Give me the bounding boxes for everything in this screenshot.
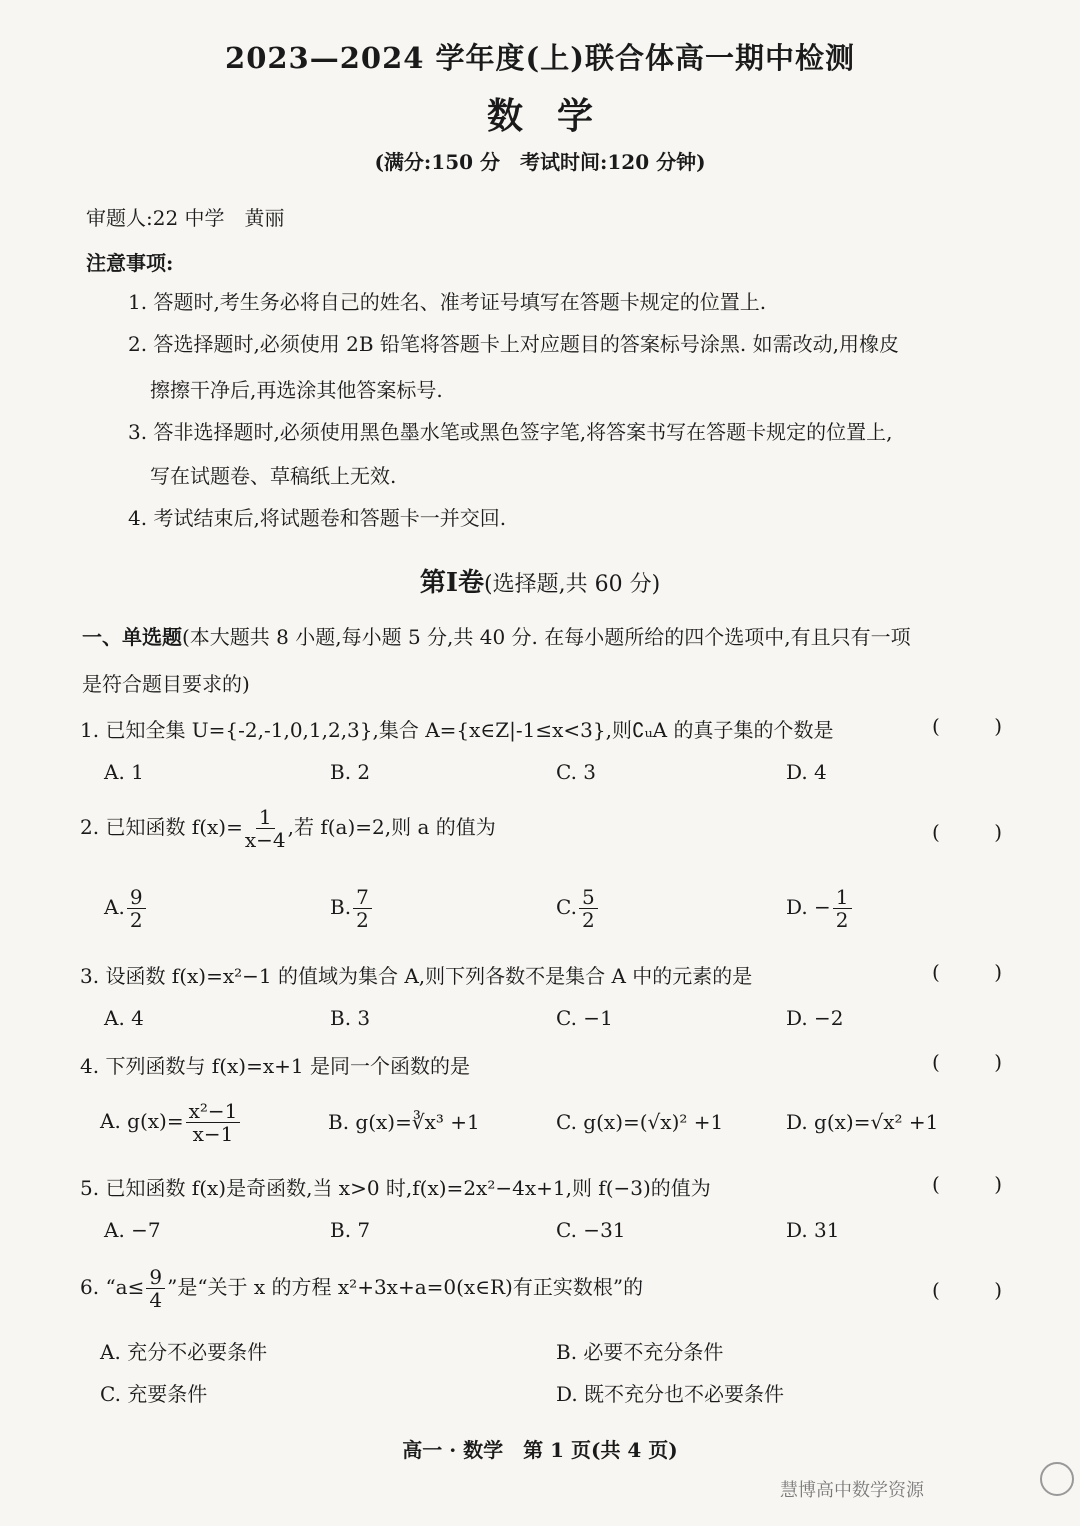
paren-left: (	[932, 820, 940, 844]
question-6-stem-a: 6. “a≤	[80, 1275, 145, 1299]
question-5-option-b: B. 7	[330, 1218, 371, 1242]
paren-right: )	[994, 1172, 1002, 1196]
part-desc: (本大题共 8 小题,每小题 5 分,共 40 分. 在每小题所给的四个选项中,有且只有一项	[182, 625, 911, 649]
notice-heading: 注意事项:	[86, 251, 174, 275]
fraction-den: x−1	[192, 1122, 234, 1146]
subject-title: 数学	[486, 95, 627, 137]
fraction	[353, 886, 372, 931]
question-4-answer-paren	[932, 1050, 1002, 1074]
fraction-den: 2	[835, 908, 849, 932]
question-6-option-a: A. 充分不必要条件	[100, 1340, 268, 1364]
fraction-den: 4	[149, 1288, 163, 1312]
fraction-num: 5	[579, 886, 598, 909]
question-1-option-c: C. 3	[556, 760, 597, 784]
section-title-sub: (选择题,共 60 分)	[484, 572, 661, 597]
question-6-stem-b: ”是“关于 x 的方程 x²+3x+a=0(x∈R)有正实数根”的	[167, 1275, 644, 1299]
question-3-answer-paren	[932, 960, 1002, 984]
question-2-option-b	[330, 886, 374, 931]
fraction-den: 2	[581, 908, 595, 932]
fraction-den: 2	[129, 908, 143, 932]
paren-right: )	[994, 1050, 1002, 1074]
paren-right: )	[994, 960, 1002, 984]
part-label: 一、单选题	[82, 625, 182, 649]
score-time: (满分:150 分 考试时间:120 分钟)	[374, 150, 706, 174]
option-label: B.	[330, 895, 352, 919]
question-1-stem: 1. 已知全集 U={-2,-1,0,1,2,3},集合 A={x∈Z|-1≤x<3},则∁ᵤA 的真子集的个数是	[80, 718, 834, 742]
section-title-main: 第Ⅰ卷	[419, 568, 485, 598]
question-5-option-d: D. 31	[786, 1218, 840, 1242]
paren-right: )	[994, 714, 1002, 738]
question-6-option-b: B. 必要不充分条件	[556, 1340, 724, 1364]
notice-item-3: 3. 答非选择题时,必须使用黑色墨水笔或黑色签字笔,将答案书写在答题卡规定的位置上,	[128, 420, 893, 444]
question-2-stem-a: 2. 已知函数 f(x)=	[80, 815, 243, 839]
paren-left: (	[932, 1172, 940, 1196]
fraction	[245, 806, 286, 851]
notice-item-3-cont: 写在试题卷、草稿纸上无效.	[150, 464, 397, 488]
option-label: D. −	[786, 895, 831, 919]
paren-left: (	[932, 960, 940, 984]
question-4-stem: 4. 下列函数与 f(x)=x+1 是同一个函数的是	[80, 1054, 470, 1078]
notice-item-4: 4. 考试结束后,将试题卷和答题卡一并交回.	[128, 506, 507, 530]
question-5-stem: 5. 已知函数 f(x)是奇函数,当 x>0 时,f(x)=2x²−4x+1,则 f(−3)的值为	[80, 1176, 711, 1200]
fraction	[833, 886, 852, 931]
notice-item-2: 2. 答选择题时,必须使用 2B 铅笔将答题卡上对应题目的答案标号涂黑. 如需改动,用橡皮	[128, 332, 900, 356]
watermark-text: 慧博高中数学资源	[780, 1480, 924, 1501]
question-6-option-c: C. 充要条件	[100, 1382, 208, 1406]
part-desc-cont: 是符合题目要求的)	[82, 672, 250, 696]
question-4-option-d: D. g(x)=√x² +1	[786, 1110, 939, 1134]
question-1-option-a: A. 1	[104, 760, 144, 784]
reviewer: 审题人:22 中学 黄丽	[86, 206, 285, 230]
question-1-option-b: B. 2	[330, 760, 371, 784]
fraction-den: 2	[356, 908, 369, 932]
notice-item-2-cont: 擦擦干净后,再选涂其他答案标号.	[150, 378, 443, 402]
paren-right: )	[994, 1278, 1002, 1302]
option-label: A.	[104, 895, 125, 919]
question-5-option-a: A. −7	[104, 1218, 161, 1242]
section-title	[0, 562, 1080, 599]
question-4-option-c: C. g(x)=(√x)² +1	[556, 1110, 724, 1134]
question-2-stem	[80, 806, 496, 851]
fraction	[127, 886, 146, 931]
question-6-stem	[80, 1266, 643, 1311]
question-6-option-d: D. 既不充分也不必要条件	[556, 1382, 785, 1406]
page-footer: 高一 · 数学 第 1 页(共 4 页)	[402, 1438, 678, 1462]
question-5-answer-paren	[932, 1172, 1002, 1196]
paren-left: (	[932, 1050, 940, 1074]
question-3-option-a: A. 4	[104, 1006, 144, 1030]
question-2-option-d	[786, 886, 854, 931]
question-4-option-a	[100, 1100, 242, 1145]
part-heading	[82, 624, 911, 650]
question-2-stem-b: ,若 f(a)=2,则 a 的值为	[287, 815, 496, 839]
fraction-num: x²−1	[186, 1100, 241, 1123]
paren-right: )	[994, 820, 1002, 844]
fraction-den: x−4	[244, 828, 286, 852]
paren-left: (	[932, 714, 940, 738]
question-3-option-c: C. −1	[556, 1006, 613, 1030]
question-6-answer-paren	[932, 1278, 1002, 1302]
fraction	[186, 1100, 241, 1145]
option-label: A. g(x)=	[100, 1109, 184, 1133]
exam-title: 2023—2024 学年度(上)联合体高一期中检测	[225, 41, 855, 75]
question-3-stem: 3. 设函数 f(x)=x²−1 的值域为集合 A,则下列各数不是集合 A 中的元素的是	[80, 964, 753, 988]
fraction	[146, 1266, 165, 1311]
fraction-num: 1	[833, 886, 852, 909]
fraction-num: 9	[146, 1266, 165, 1289]
notice-item-1: 1. 答题时,考生务必将自己的姓名、准考证号填写在答题卡规定的位置上.	[128, 290, 767, 314]
fraction	[579, 886, 598, 931]
option-label: C.	[556, 895, 577, 919]
fraction-num: 7	[353, 886, 372, 909]
question-3-option-b: B. 3	[330, 1006, 371, 1030]
question-2-option-c	[556, 886, 600, 931]
question-1-option-d: D. 4	[786, 760, 827, 784]
fraction-num: 9	[127, 886, 146, 909]
question-2-answer-paren	[932, 820, 1002, 844]
question-3-option-d: D. −2	[786, 1006, 844, 1030]
question-1-answer-paren	[932, 714, 1002, 738]
question-4-option-b: B. g(x)=∛x³ +1	[328, 1110, 480, 1134]
fraction-num: 1	[256, 806, 275, 829]
watermark-logo	[1040, 1462, 1074, 1496]
question-2-option-a	[104, 886, 148, 931]
question-5-option-c: C. −31	[556, 1218, 626, 1242]
paren-left: (	[932, 1278, 940, 1302]
